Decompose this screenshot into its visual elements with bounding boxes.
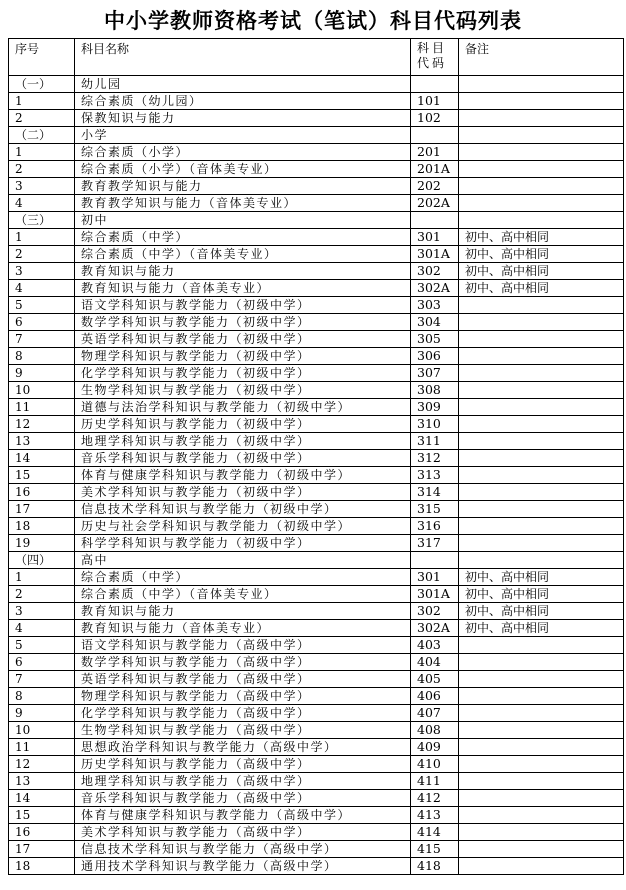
table-row bbox=[9, 144, 624, 161]
seq-cell: 18 bbox=[9, 858, 75, 875]
seq-cell: （二） bbox=[9, 127, 75, 144]
code-cell: 302A bbox=[411, 620, 459, 637]
name-cell: 信息技术学科知识与教学能力（初级中学） bbox=[75, 501, 411, 518]
table-row bbox=[9, 433, 624, 450]
note-cell bbox=[459, 756, 624, 773]
table-row bbox=[9, 484, 624, 501]
name-cell: 语文学科知识与教学能力（高级中学） bbox=[75, 637, 411, 654]
note-cell bbox=[459, 671, 624, 688]
table-row bbox=[9, 331, 624, 348]
page-title: 中小学教师资格考试（笔试）科目代码列表 bbox=[104, 8, 522, 33]
name-cell: 综合素质（小学） bbox=[75, 144, 411, 161]
code-cell bbox=[411, 552, 459, 569]
code-cell: 201 bbox=[411, 144, 459, 161]
note-cell bbox=[459, 382, 624, 399]
name-cell: 语文学科知识与教学能力（初级中学） bbox=[75, 297, 411, 314]
code-cell: 312 bbox=[411, 450, 459, 467]
note-cell bbox=[459, 688, 624, 705]
subject-code-table bbox=[8, 38, 624, 875]
table-row bbox=[9, 586, 624, 603]
code-cell: 412 bbox=[411, 790, 459, 807]
note-cell bbox=[459, 127, 624, 144]
table-row bbox=[9, 620, 624, 637]
note-cell bbox=[459, 399, 624, 416]
seq-cell: 1 bbox=[9, 144, 75, 161]
note-cell bbox=[459, 501, 624, 518]
code-cell: 418 bbox=[411, 858, 459, 875]
seq-cell: 16 bbox=[9, 484, 75, 501]
name-cell: 教育知识与能力 bbox=[75, 263, 411, 280]
code-cell: 301 bbox=[411, 569, 459, 586]
note-cell bbox=[459, 807, 624, 824]
name-cell: 通用技术学科知识与教学能力（高级中学） bbox=[75, 858, 411, 875]
seq-cell: 2 bbox=[9, 110, 75, 127]
name-cell: 道德与法治学科知识与教学能力（初级中学） bbox=[75, 399, 411, 416]
seq-cell: 2 bbox=[9, 161, 75, 178]
name-cell: 体育与健康学科知识与教学能力（初级中学） bbox=[75, 467, 411, 484]
code-cell: 411 bbox=[411, 773, 459, 790]
code-cell: 201A bbox=[411, 161, 459, 178]
name-cell: 综合素质（小学）（音体美专业） bbox=[75, 161, 411, 178]
seq-cell: 4 bbox=[9, 280, 75, 297]
name-cell: 综合素质（中学）（音体美专业） bbox=[75, 246, 411, 263]
seq-cell: 8 bbox=[9, 348, 75, 365]
name-cell: 历史学科知识与教学能力（初级中学） bbox=[75, 416, 411, 433]
code-cell: 310 bbox=[411, 416, 459, 433]
name-cell: 英语学科知识与教学能力（高级中学） bbox=[75, 671, 411, 688]
seq-cell: 9 bbox=[9, 365, 75, 382]
table-row bbox=[9, 382, 624, 399]
seq-cell: （一） bbox=[9, 76, 75, 93]
name-cell: 化学学科知识与教学能力（高级中学） bbox=[75, 705, 411, 722]
note-cell bbox=[459, 195, 624, 212]
note-cell bbox=[459, 110, 624, 127]
code-cell: 407 bbox=[411, 705, 459, 722]
table-row bbox=[9, 790, 624, 807]
name-cell: 物理学科知识与教学能力（初级中学） bbox=[75, 348, 411, 365]
seq-cell: 5 bbox=[9, 637, 75, 654]
name-cell: 小学 bbox=[75, 127, 411, 144]
table-row bbox=[9, 501, 624, 518]
note-cell: 初中、高中相同 bbox=[459, 246, 624, 263]
table-row bbox=[9, 246, 624, 263]
seq-cell: 12 bbox=[9, 756, 75, 773]
note-cell: 初中、高中相同 bbox=[459, 280, 624, 297]
table-row bbox=[9, 450, 624, 467]
code-cell: 317 bbox=[411, 535, 459, 552]
note-cell bbox=[459, 824, 624, 841]
name-cell: 科学学科知识与教学能力（初级中学） bbox=[75, 535, 411, 552]
code-cell: 311 bbox=[411, 433, 459, 450]
table-row bbox=[9, 535, 624, 552]
code-cell: 306 bbox=[411, 348, 459, 365]
note-cell: 初中、高中相同 bbox=[459, 229, 624, 246]
note-cell bbox=[459, 722, 624, 739]
name-cell: 高中 bbox=[75, 552, 411, 569]
table-row bbox=[9, 603, 624, 620]
code-cell: 309 bbox=[411, 399, 459, 416]
seq-cell: 19 bbox=[9, 535, 75, 552]
note-cell bbox=[459, 314, 624, 331]
name-cell: 美术学科知识与教学能力（初级中学） bbox=[75, 484, 411, 501]
name-cell: 生物学科知识与教学能力（初级中学） bbox=[75, 382, 411, 399]
code-cell: 101 bbox=[411, 93, 459, 110]
seq-cell: 7 bbox=[9, 671, 75, 688]
seq-cell: 1 bbox=[9, 569, 75, 586]
table-row bbox=[9, 739, 624, 756]
table-row bbox=[9, 76, 624, 93]
table-row bbox=[9, 807, 624, 824]
header-note: 备注 bbox=[459, 39, 624, 76]
code-cell: 302 bbox=[411, 263, 459, 280]
header-name: 科目名称 bbox=[75, 39, 411, 76]
table-row bbox=[9, 467, 624, 484]
seq-cell: 12 bbox=[9, 416, 75, 433]
note-cell bbox=[459, 705, 624, 722]
table-row bbox=[9, 93, 624, 110]
note-cell bbox=[459, 790, 624, 807]
table-row bbox=[9, 178, 624, 195]
code-cell: 202 bbox=[411, 178, 459, 195]
note-cell bbox=[459, 654, 624, 671]
name-cell: 教育知识与能力 bbox=[75, 603, 411, 620]
seq-cell: 5 bbox=[9, 297, 75, 314]
table-row bbox=[9, 195, 624, 212]
code-cell: 403 bbox=[411, 637, 459, 654]
code-cell: 301A bbox=[411, 246, 459, 263]
note-cell: 初中、高中相同 bbox=[459, 263, 624, 280]
table-row bbox=[9, 229, 624, 246]
header-code: 科目代码 bbox=[411, 39, 459, 76]
name-cell: 物理学科知识与教学能力（高级中学） bbox=[75, 688, 411, 705]
seq-cell: 15 bbox=[9, 807, 75, 824]
name-cell: 化学学科知识与教学能力（初级中学） bbox=[75, 365, 411, 382]
table-row bbox=[9, 348, 624, 365]
seq-cell: 14 bbox=[9, 450, 75, 467]
note-cell: 初中、高中相同 bbox=[459, 603, 624, 620]
code-cell bbox=[411, 212, 459, 229]
table-row bbox=[9, 858, 624, 875]
note-cell: 初中、高中相同 bbox=[459, 569, 624, 586]
note-cell: 初中、高中相同 bbox=[459, 620, 624, 637]
note-cell bbox=[459, 348, 624, 365]
note-cell bbox=[459, 212, 624, 229]
note-cell bbox=[459, 433, 624, 450]
table-row bbox=[9, 654, 624, 671]
name-cell: 音乐学科知识与教学能力（初级中学） bbox=[75, 450, 411, 467]
name-cell: 历史与社会学科知识与教学能力（初级中学） bbox=[75, 518, 411, 535]
seq-cell: 6 bbox=[9, 654, 75, 671]
code-cell: 315 bbox=[411, 501, 459, 518]
code-cell: 302A bbox=[411, 280, 459, 297]
code-cell bbox=[411, 76, 459, 93]
note-cell bbox=[459, 416, 624, 433]
name-cell: 教育知识与能力（音体美专业） bbox=[75, 620, 411, 637]
note-cell: 初中、高中相同 bbox=[459, 586, 624, 603]
code-cell: 301 bbox=[411, 229, 459, 246]
note-cell bbox=[459, 76, 624, 93]
note-cell bbox=[459, 773, 624, 790]
note-cell bbox=[459, 858, 624, 875]
name-cell: 初中 bbox=[75, 212, 411, 229]
table-row bbox=[9, 671, 624, 688]
seq-cell: 8 bbox=[9, 688, 75, 705]
table-row bbox=[9, 365, 624, 382]
seq-cell: 16 bbox=[9, 824, 75, 841]
note-cell bbox=[459, 552, 624, 569]
name-cell: 数学学科知识与教学能力（高级中学） bbox=[75, 654, 411, 671]
name-cell: 美术学科知识与教学能力（高级中学） bbox=[75, 824, 411, 841]
table-row bbox=[9, 722, 624, 739]
name-cell: 教育知识与能力（音体美专业） bbox=[75, 280, 411, 297]
seq-cell: 17 bbox=[9, 501, 75, 518]
seq-cell: 6 bbox=[9, 314, 75, 331]
name-cell: 地理学科知识与教学能力（初级中学） bbox=[75, 433, 411, 450]
header-seq: 序号 bbox=[9, 39, 75, 76]
seq-cell: （三） bbox=[9, 212, 75, 229]
seq-cell: 2 bbox=[9, 586, 75, 603]
seq-cell: 3 bbox=[9, 263, 75, 280]
code-cell: 405 bbox=[411, 671, 459, 688]
table-row bbox=[9, 297, 624, 314]
code-cell: 303 bbox=[411, 297, 459, 314]
name-cell: 体育与健康学科知识与教学能力（高级中学） bbox=[75, 807, 411, 824]
code-cell: 102 bbox=[411, 110, 459, 127]
name-cell: 综合素质（中学） bbox=[75, 569, 411, 586]
name-cell: 数学学科知识与教学能力（初级中学） bbox=[75, 314, 411, 331]
name-cell: 英语学科知识与教学能力（初级中学） bbox=[75, 331, 411, 348]
table-row bbox=[9, 705, 624, 722]
table-row bbox=[9, 552, 624, 569]
code-cell: 316 bbox=[411, 518, 459, 535]
note-cell bbox=[459, 297, 624, 314]
name-cell: 教育教学知识与能力（音体美专业） bbox=[75, 195, 411, 212]
seq-cell: 4 bbox=[9, 620, 75, 637]
seq-cell: 1 bbox=[9, 93, 75, 110]
code-cell: 410 bbox=[411, 756, 459, 773]
code-cell bbox=[411, 127, 459, 144]
note-cell bbox=[459, 365, 624, 382]
seq-cell: 10 bbox=[9, 382, 75, 399]
table-row bbox=[9, 688, 624, 705]
code-cell: 304 bbox=[411, 314, 459, 331]
table-row bbox=[9, 161, 624, 178]
table-row bbox=[9, 416, 624, 433]
code-cell: 307 bbox=[411, 365, 459, 382]
table-body bbox=[9, 76, 624, 875]
seq-cell: 2 bbox=[9, 246, 75, 263]
table-row bbox=[9, 212, 624, 229]
note-cell bbox=[459, 161, 624, 178]
note-cell bbox=[459, 331, 624, 348]
seq-cell: （四） bbox=[9, 552, 75, 569]
name-cell: 信息技术学科知识与教学能力（高级中学） bbox=[75, 841, 411, 858]
note-cell bbox=[459, 93, 624, 110]
seq-cell: 15 bbox=[9, 467, 75, 484]
code-cell: 314 bbox=[411, 484, 459, 501]
table-row bbox=[9, 841, 624, 858]
code-cell: 406 bbox=[411, 688, 459, 705]
name-cell: 教育教学知识与能力 bbox=[75, 178, 411, 195]
note-cell bbox=[459, 841, 624, 858]
code-cell: 408 bbox=[411, 722, 459, 739]
table-row bbox=[9, 110, 624, 127]
seq-cell: 3 bbox=[9, 603, 75, 620]
table-row bbox=[9, 518, 624, 535]
name-cell: 综合素质（中学）（音体美专业） bbox=[75, 586, 411, 603]
seq-cell: 3 bbox=[9, 178, 75, 195]
seq-cell: 13 bbox=[9, 773, 75, 790]
code-cell: 305 bbox=[411, 331, 459, 348]
note-cell bbox=[459, 518, 624, 535]
table-row bbox=[9, 399, 624, 416]
seq-cell: 7 bbox=[9, 331, 75, 348]
seq-cell: 9 bbox=[9, 705, 75, 722]
table-row bbox=[9, 756, 624, 773]
code-cell: 313 bbox=[411, 467, 459, 484]
table-row bbox=[9, 314, 624, 331]
note-cell bbox=[459, 450, 624, 467]
name-cell: 综合素质（中学） bbox=[75, 229, 411, 246]
name-cell: 思想政治学科知识与教学能力（高级中学） bbox=[75, 739, 411, 756]
note-cell bbox=[459, 535, 624, 552]
code-cell: 308 bbox=[411, 382, 459, 399]
seq-cell: 1 bbox=[9, 229, 75, 246]
seq-cell: 11 bbox=[9, 739, 75, 756]
table-row bbox=[9, 569, 624, 586]
seq-cell: 17 bbox=[9, 841, 75, 858]
code-cell: 404 bbox=[411, 654, 459, 671]
code-cell: 301A bbox=[411, 586, 459, 603]
seq-cell: 4 bbox=[9, 195, 75, 212]
seq-cell: 18 bbox=[9, 518, 75, 535]
seq-cell: 14 bbox=[9, 790, 75, 807]
table-row bbox=[9, 127, 624, 144]
name-cell: 音乐学科知识与教学能力（高级中学） bbox=[75, 790, 411, 807]
code-cell: 413 bbox=[411, 807, 459, 824]
note-cell bbox=[459, 178, 624, 195]
seq-cell: 13 bbox=[9, 433, 75, 450]
table-row bbox=[9, 773, 624, 790]
name-cell: 幼儿园 bbox=[75, 76, 411, 93]
note-cell bbox=[459, 739, 624, 756]
table-row bbox=[9, 824, 624, 841]
note-cell bbox=[459, 637, 624, 654]
code-cell: 415 bbox=[411, 841, 459, 858]
table-row bbox=[9, 280, 624, 297]
note-cell bbox=[459, 144, 624, 161]
table-row bbox=[9, 263, 624, 280]
name-cell: 历史学科知识与教学能力（高级中学） bbox=[75, 756, 411, 773]
code-cell: 302 bbox=[411, 603, 459, 620]
seq-cell: 11 bbox=[9, 399, 75, 416]
seq-cell: 10 bbox=[9, 722, 75, 739]
code-cell: 202A bbox=[411, 195, 459, 212]
name-cell: 地理学科知识与教学能力（高级中学） bbox=[75, 773, 411, 790]
code-cell: 409 bbox=[411, 739, 459, 756]
code-cell: 414 bbox=[411, 824, 459, 841]
note-cell bbox=[459, 467, 624, 484]
table-header-row bbox=[9, 39, 624, 76]
name-cell: 综合素质（幼儿园） bbox=[75, 93, 411, 110]
name-cell: 生物学科知识与教学能力（高级中学） bbox=[75, 722, 411, 739]
table-row bbox=[9, 637, 624, 654]
note-cell bbox=[459, 484, 624, 501]
name-cell: 保教知识与能力 bbox=[75, 110, 411, 127]
